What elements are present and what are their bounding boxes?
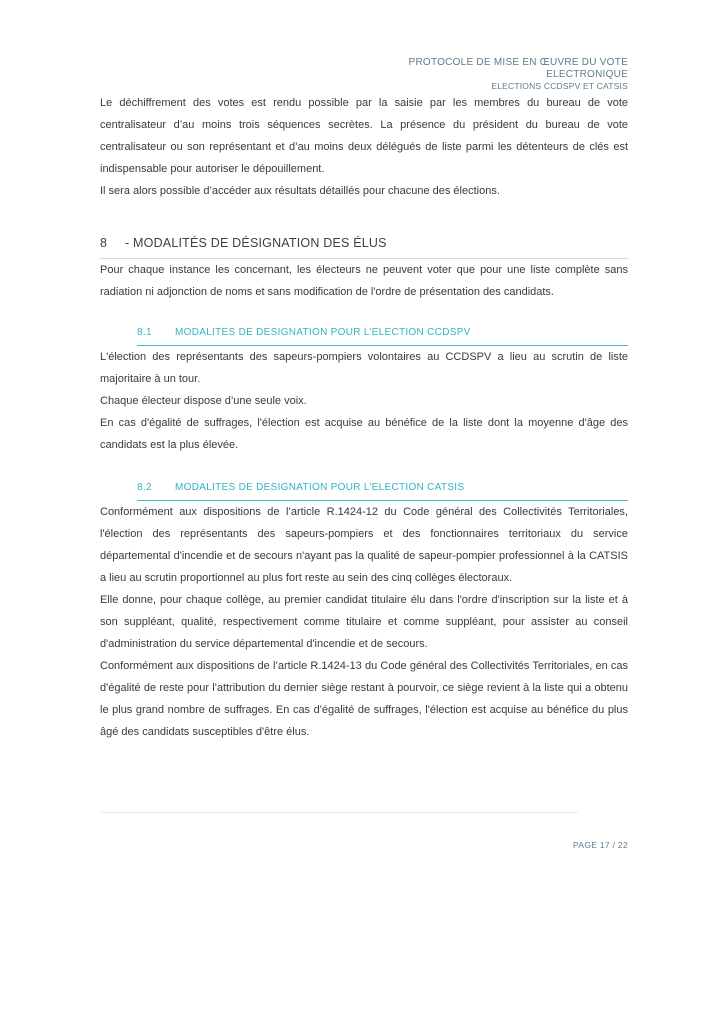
paragraph-election-ccdspv: L'élection des représentants des sapeurs-pompiers volontaires au CCDSPV a lieu au scrutin de liste majoritaire à un tour. xyxy=(100,351,628,385)
paragraph-article-r1424-13: Conformément aux dispositions de l’article R.1424-13 du Code général des Collectivités Territoriales, en cas d'égalité de reste pour l'attribution du dernier siège restant à pourvoir, ce siège revient à la liste qui a obtenu le plus grand nombre de suffrages. En cas d'égalité de suffrages, l'élection est acquise au bénéfice du plus âgé des candidats susceptibles d'être élus. xyxy=(100,660,628,738)
paragraph-elle-donne: Elle donne, pour chaque collège, au premier candidat titulaire élu dans l'ordre d'inscription sur la liste et à son suppléant, qualité, respectivement comme titulaire et comme suppléant, pour assister au conseil d'administration du service départemental d'incendie et de secours. xyxy=(100,594,628,650)
page-content xyxy=(100,0,628,851)
page-number: PAGE 17 / 22 xyxy=(573,840,628,850)
section-8-1-number: 8.1 xyxy=(137,327,152,338)
header-title-line1: PROTOCOLE DE MISE EN ŒUVRE DU VOTE xyxy=(408,57,628,68)
header-title-line2: ELECTRONIQUE xyxy=(546,69,628,80)
paragraph-seule-voix: Chaque électeur dispose d’une seule voix. xyxy=(100,395,307,407)
paragraph-article-r1424-12: Conformément aux dispositions de l’article R.1424-12 du Code général des Collectivités Territoriales, l'élection des représentants des sapeurs-pompiers et des fonctionnaires territoriaux du service départemental d'incendie et de secours n'ayant pas la qualité de sapeur-pompier professionnel à la CATSIS a lieu au scrutin proportionnel au plus fort reste au sein des cinq collèges électoraux. xyxy=(100,506,628,584)
section-8-number: 8 xyxy=(100,236,108,250)
section-8-2-heading xyxy=(137,482,628,501)
section-8-1-heading xyxy=(137,327,628,346)
paragraph-instance: Pour chaque instance les concernant, les électeurs ne peuvent voter que pour une liste complète sans radiation ni adjonction de noms et sans modification de l'ordre de présentation des candidats. xyxy=(100,264,628,298)
section-8-heading xyxy=(100,236,628,259)
section-8-title: - MODALITÉS DE DÉSIGNATION DES ÉLUS xyxy=(125,236,387,250)
document-header xyxy=(100,57,628,92)
section-8-1-title: MODALITES DE DESIGNATION POUR L’ELECTION CCDSPV xyxy=(175,327,471,338)
section-8-2-number: 8.2 xyxy=(137,482,152,493)
paragraph-egalite-ccdspv: En cas d'égalité de suffrages, l'élection est acquise au bénéfice de la liste dont la moyenne d'âge des candidats est la plus élevée. xyxy=(100,417,628,451)
footer-divider xyxy=(100,812,578,813)
paragraph-resultats: Il sera alors possible d’accéder aux résultats détaillés pour chacune des élections. xyxy=(100,185,500,197)
section-8-2-title: MODALITES DE DESIGNATION POUR L’ELECTION CATSIS xyxy=(175,482,465,493)
header-subtitle: ELECTIONS CCDSPV ET CATSIS xyxy=(491,81,628,91)
paragraph-dechiffrement: Le déchiffrement des votes est rendu possible par la saisie par les membres du bureau de vote centralisateur d’au moins trois séquences secrètes. La présence du président du bureau de vote centralisateur ou son représentant et d’au moins deux délégués de liste parmi les détenteurs de clés est indispensable pour autoriser le dépouillement. xyxy=(100,97,628,175)
